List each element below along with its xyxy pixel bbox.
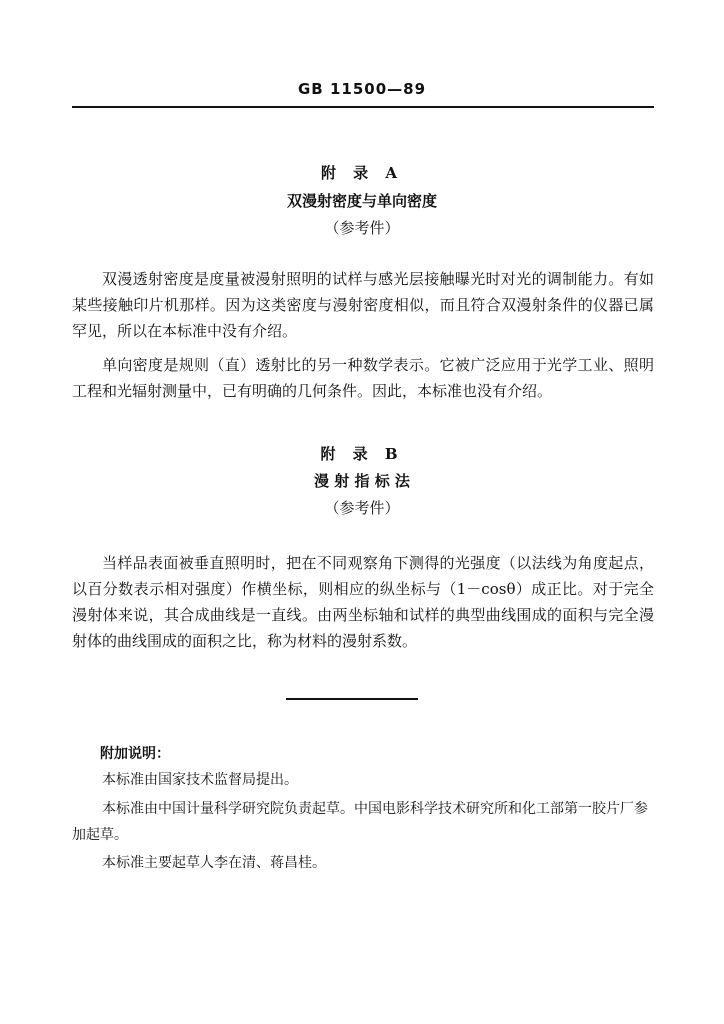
appendix-b-label: 附 录 B (320, 445, 404, 463)
note-line-2: 本标准由中国计量科学研究院负责起草。中国电影科学技术研究所和化工部第一胶片厂参加起草。 (72, 801, 648, 843)
header-rule (72, 106, 654, 108)
note-line-1: 本标准由国家技术监督局提出。 (102, 772, 298, 788)
section-divider (286, 698, 418, 700)
appendix-b-type: （参考件） (324, 499, 400, 517)
appendix-a-paragraph-2: 单向密度是规则（直）透射比的另一种数学表示。它被广泛应用于光学工业、照明工程和光辐射测量中，已有明确的几何条件。因此，本标准也没有介绍。 (72, 356, 654, 400)
appendix-a-type: （参考件） (324, 219, 400, 237)
appendix-b-title: 漫 射 指 标 法 (314, 472, 410, 490)
note-line-3: 本标准主要起草人李在清、蒋昌桂。 (102, 855, 326, 871)
notes-heading: 附加说明： (100, 746, 170, 762)
appendix-a-paragraph-1: 双漫透射密度是度量被漫射照明的试样与感光层接触曝光时对光的调制能力。有如某些接触印片机那样。因为这类密度与漫射密度相似，而且符合双漫射条件的仪器已属罕见，所以在本标准中没有介绍。 (72, 270, 654, 340)
appendix-a-label: 附 录 A (320, 164, 404, 182)
standard-code: GB 11500—89 (297, 80, 427, 98)
appendix-a-title: 双漫射密度与单向密度 (286, 192, 437, 210)
appendix-b-paragraph-1: 当样品表面被垂直照明时，把在不同观察角下测得的光强度（以法线为角度起点，以百分数表示相对强度）作横坐标，则相应的纵坐标与（1－cosθ）成正比。对于完全漫射体来说，其合成曲线是一直线。由两坐标轴和试样的典型曲线围成的面积与完全漫射体的曲线围成的面积之比，称为材料的漫射系数。 (72, 554, 654, 650)
